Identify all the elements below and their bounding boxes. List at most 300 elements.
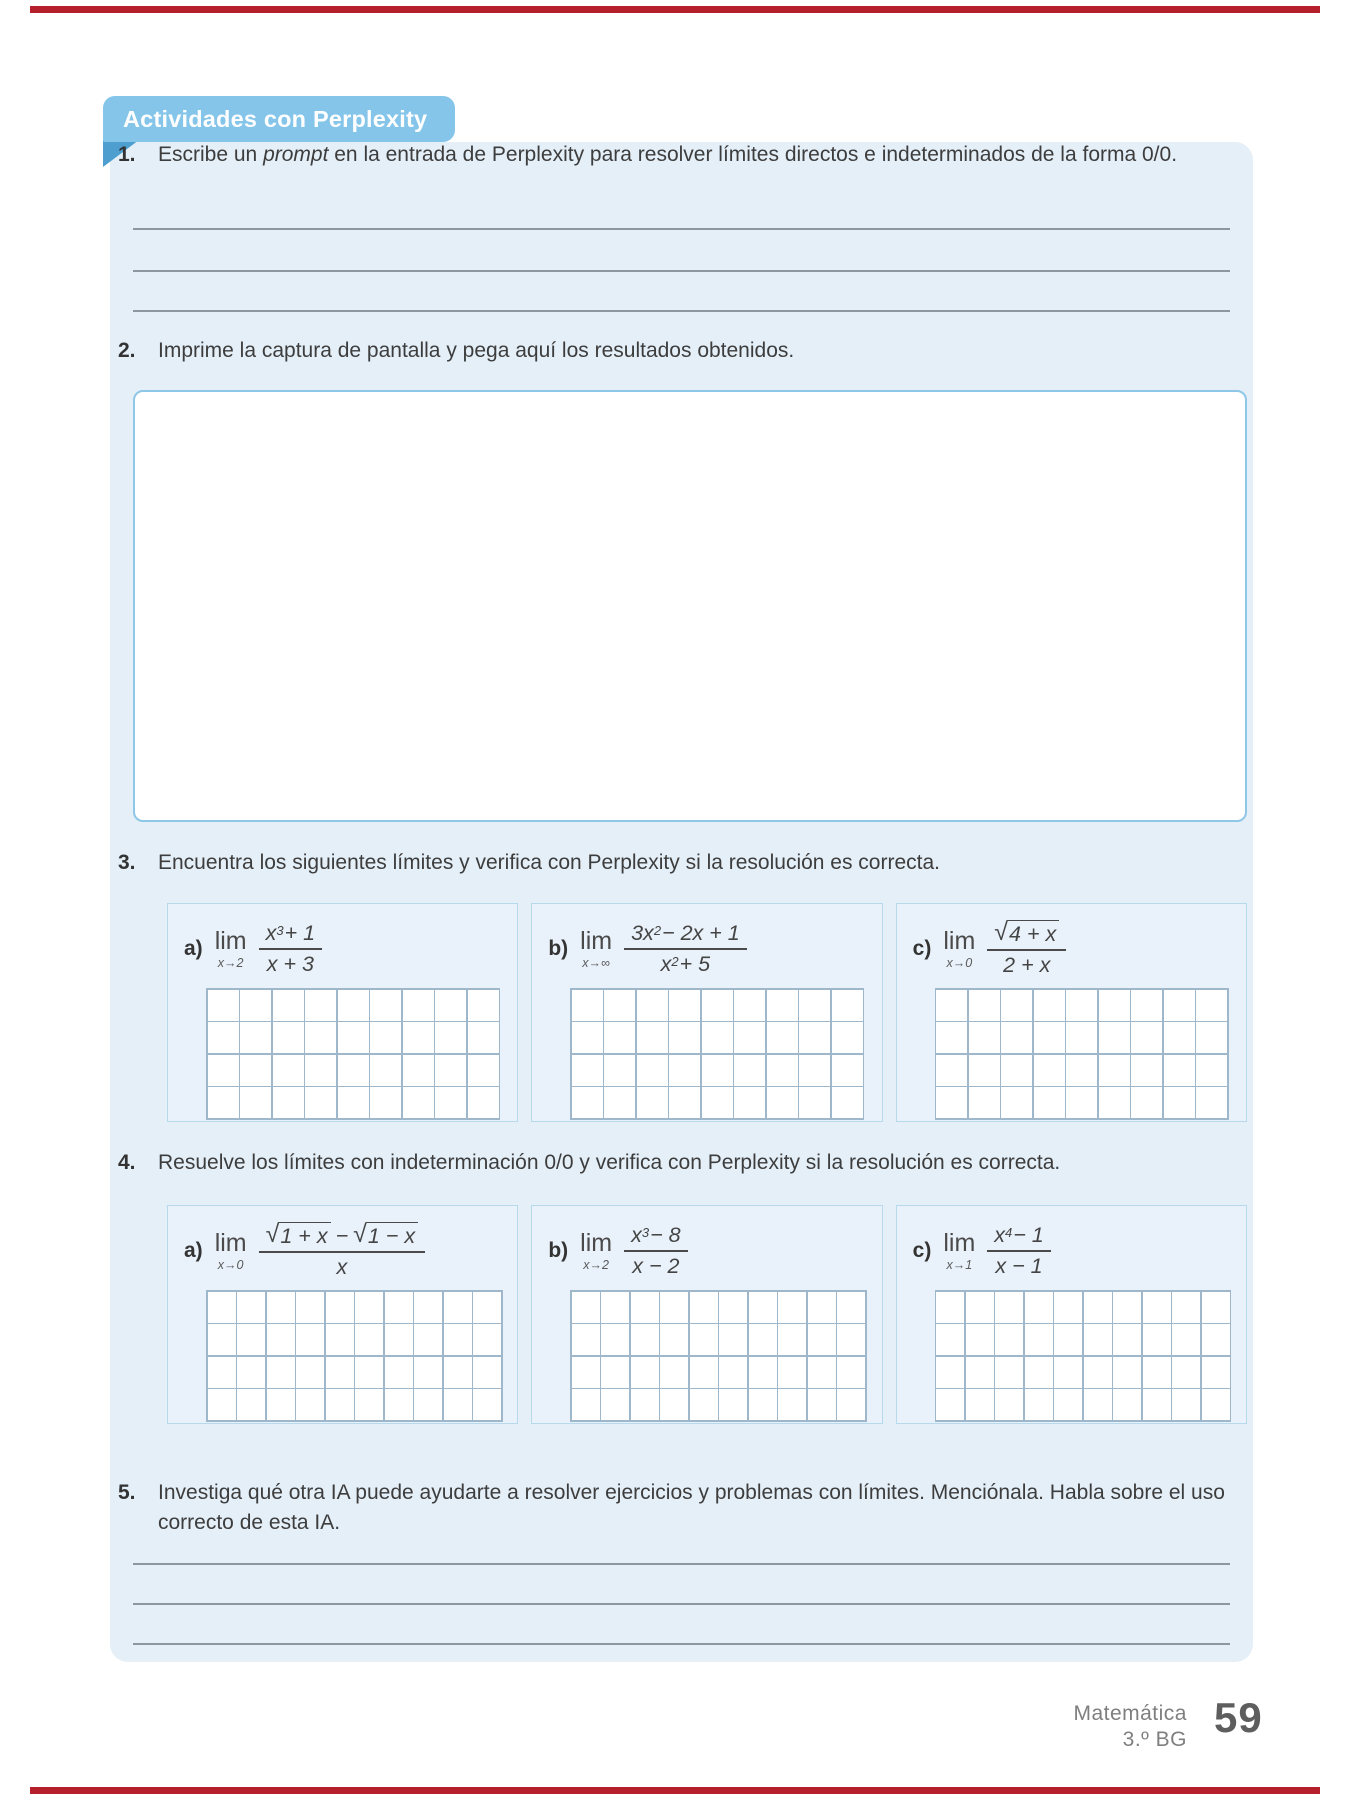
writing-line[interactable] [133, 228, 1230, 230]
answer-cell[interactable] [936, 1292, 964, 1323]
answer-cell[interactable] [237, 1389, 265, 1420]
answer-cell[interactable] [669, 1022, 700, 1053]
answer-cell[interactable] [473, 1389, 501, 1420]
answer-cell[interactable] [1196, 990, 1227, 1021]
radical: √ 4 + x [994, 920, 1059, 947]
answer-cell[interactable] [1113, 1389, 1141, 1420]
activity-1-text-pre: Escribe un [158, 143, 264, 166]
answer-cell[interactable] [808, 1324, 836, 1355]
fraction: √ 4 + x 2 + x [987, 918, 1066, 979]
answer-cell[interactable] [749, 1292, 777, 1323]
answer-cell[interactable] [1143, 1357, 1171, 1388]
footer-book-info [1073, 1701, 1187, 1753]
answer-cell[interactable] [1025, 1357, 1053, 1388]
answer-cell[interactable] [1143, 1324, 1171, 1355]
answer-cell[interactable] [1196, 1022, 1227, 1053]
answer-cell[interactable] [355, 1389, 383, 1420]
answer-cell[interactable] [305, 1055, 336, 1086]
limit-operator: lim x→0 [943, 926, 976, 970]
answer-cell[interactable] [832, 1022, 863, 1053]
answer-cell[interactable] [240, 1022, 271, 1053]
answer-cell[interactable] [240, 1055, 271, 1086]
item-label: b) [548, 1239, 569, 1262]
answer-cell[interactable] [1143, 1389, 1171, 1420]
answer-cell[interactable] [1172, 1292, 1200, 1323]
answer-cell[interactable] [669, 1055, 700, 1086]
answer-cell[interactable] [969, 1022, 1000, 1053]
answer-cell[interactable] [1164, 990, 1195, 1021]
answer-cell[interactable] [326, 1292, 354, 1323]
answer-cell[interactable] [1066, 1022, 1097, 1053]
answer-cell[interactable] [326, 1389, 354, 1420]
answer-cell[interactable] [601, 1357, 629, 1388]
answer-cell[interactable] [414, 1389, 442, 1420]
answer-cell[interactable] [444, 1357, 472, 1388]
answer-cell[interactable] [631, 1292, 659, 1323]
answer-cell[interactable] [444, 1292, 472, 1323]
answer-cell[interactable] [305, 1022, 336, 1053]
answer-cell[interactable] [1099, 1087, 1130, 1118]
activity-5-text: Investiga qué otra IA puede ayudarte a resolver ejercicios y problemas con límites. Menciónala. Habla sobre el uso correcto de esta IA. [158, 1481, 1225, 1534]
minus-operator: − [335, 1224, 349, 1249]
limit-expression-3a [184, 910, 517, 988]
answer-cell[interactable] [1196, 1055, 1227, 1086]
answer-cell[interactable] [734, 1022, 765, 1053]
activity-1-text-italic: prompt [263, 143, 329, 166]
answer-cell[interactable] [837, 1357, 865, 1388]
answer-cell[interactable] [1172, 1389, 1200, 1420]
answer-cell[interactable] [660, 1292, 688, 1323]
answer-cell[interactable] [936, 1022, 967, 1053]
exercise-3c-panel [896, 903, 1247, 1122]
answer-cell[interactable] [267, 1292, 295, 1323]
limit-operator: lim x→0 [214, 1228, 247, 1272]
answer-cell[interactable] [572, 990, 603, 1021]
exercise-3b-panel [531, 903, 882, 1122]
answer-cell[interactable] [370, 1055, 401, 1086]
activities-panel [110, 142, 1253, 1662]
answer-cell[interactable] [1001, 1055, 1032, 1086]
answer-cell[interactable] [296, 1292, 324, 1323]
writing-line[interactable] [133, 270, 1230, 272]
answer-cell[interactable] [799, 1055, 830, 1086]
section-badge [103, 96, 455, 142]
answer-cell[interactable] [1131, 1055, 1162, 1086]
answer-cell[interactable] [799, 1087, 830, 1118]
answer-cell[interactable] [1099, 990, 1130, 1021]
activity-2-text: Imprime la captura de pantalla y pega aquí los resultados obtenidos. [158, 339, 795, 362]
answer-cell[interactable] [1054, 1292, 1082, 1323]
answer-cell[interactable] [604, 990, 635, 1021]
answer-cell[interactable] [572, 1022, 603, 1053]
activity-2 [118, 336, 794, 366]
answer-cell[interactable] [273, 990, 304, 1021]
answer-cell[interactable] [969, 1055, 1000, 1086]
answer-cell[interactable] [273, 1055, 304, 1086]
answer-cell[interactable] [1034, 1055, 1065, 1086]
limit-expression-3c [913, 910, 1246, 988]
fraction: x 3 + 1 x + 3 [259, 919, 322, 978]
answer-cell[interactable] [267, 1357, 295, 1388]
answer-cell[interactable] [403, 990, 434, 1021]
answer-cell[interactable] [305, 1087, 336, 1118]
answer-cell[interactable] [1066, 1055, 1097, 1086]
answer-cell[interactable] [690, 1389, 718, 1420]
answer-cell[interactable] [1202, 1292, 1230, 1323]
answer-cell[interactable] [631, 1357, 659, 1388]
limit-operator: lim x→2 [580, 1228, 613, 1272]
fraction: √ 1 + x − √ 1 − x x [259, 1220, 425, 1281]
answer-cell[interactable] [1034, 1087, 1065, 1118]
screenshot-paste-area[interactable] [133, 390, 1247, 822]
fraction: x 4 − 1 x − 1 [987, 1221, 1050, 1280]
answer-cell[interactable] [338, 1087, 369, 1118]
answer-cell[interactable] [719, 1389, 747, 1420]
answer-cell[interactable] [1066, 990, 1097, 1021]
activity-4-number: 4. [118, 1151, 136, 1174]
limit-operator: lim x→1 [943, 1228, 976, 1272]
fraction: x 3 − 8 x − 2 [624, 1221, 687, 1280]
answer-cell[interactable] [296, 1324, 324, 1355]
answer-cell[interactable] [208, 1087, 239, 1118]
limit-operator: lim x→2 [214, 926, 247, 970]
answer-cell[interactable] [1131, 1022, 1162, 1053]
activity-3-text: Encuentra los siguientes límites y verifica con Perplexity si la resolución es correcta. [158, 851, 941, 874]
footer-grade: 3.º BG [1122, 1728, 1187, 1751]
answer-cell[interactable] [370, 990, 401, 1021]
answer-cell[interactable] [734, 990, 765, 1021]
answer-cell[interactable] [572, 1389, 600, 1420]
answer-cell[interactable] [778, 1357, 806, 1388]
answer-cell[interactable] [837, 1292, 865, 1323]
answer-cell[interactable] [719, 1324, 747, 1355]
answer-cell[interactable] [1025, 1292, 1053, 1323]
exercise-4-row [167, 1205, 1247, 1424]
answer-cell[interactable] [385, 1357, 413, 1388]
answer-grid-4a[interactable] [206, 1290, 503, 1422]
exercise-4a-panel [167, 1205, 518, 1424]
answer-cell[interactable] [601, 1292, 629, 1323]
writing-line[interactable] [133, 1643, 1230, 1645]
answer-cell[interactable] [660, 1357, 688, 1388]
answer-cell[interactable] [719, 1357, 747, 1388]
answer-cell[interactable] [837, 1389, 865, 1420]
answer-cell[interactable] [1164, 1087, 1195, 1118]
answer-cell[interactable] [637, 1022, 668, 1053]
answer-cell[interactable] [444, 1324, 472, 1355]
answer-cell[interactable] [1202, 1389, 1230, 1420]
answer-cell[interactable] [1066, 1087, 1097, 1118]
answer-cell[interactable] [799, 990, 830, 1021]
answer-cell[interactable] [690, 1357, 718, 1388]
answer-cell[interactable] [326, 1357, 354, 1388]
answer-cell[interactable] [1054, 1357, 1082, 1388]
top-red-rule [30, 6, 1320, 13]
answer-grid-3a[interactable] [206, 988, 500, 1120]
answer-cell[interactable] [1143, 1292, 1171, 1323]
answer-cell[interactable] [936, 990, 967, 1021]
answer-cell[interactable] [355, 1324, 383, 1355]
limit-expression-4a [184, 1212, 517, 1290]
answer-cell[interactable] [1202, 1357, 1230, 1388]
answer-cell[interactable] [749, 1389, 777, 1420]
answer-cell[interactable] [267, 1389, 295, 1420]
answer-cell[interactable] [702, 1087, 733, 1118]
answer-cell[interactable] [572, 1087, 603, 1118]
answer-cell[interactable] [326, 1324, 354, 1355]
answer-cell[interactable] [1034, 1022, 1065, 1053]
answer-cell[interactable] [370, 1022, 401, 1053]
exercise-4c-panel [896, 1205, 1247, 1424]
answer-cell[interactable] [690, 1324, 718, 1355]
answer-cell[interactable] [1084, 1292, 1112, 1323]
answer-cell[interactable] [1131, 990, 1162, 1021]
answer-grid-4c[interactable] [935, 1290, 1232, 1422]
answer-cell[interactable] [767, 1022, 798, 1053]
answer-cell[interactable] [966, 1357, 994, 1388]
activity-4-text: Resuelve los límites con indeterminación 0/0 y verifica con Perplexity si la resolución es correcta. [158, 1151, 1061, 1174]
answer-cell[interactable] [702, 1055, 733, 1086]
item-label: c) [912, 1239, 932, 1262]
answer-cell[interactable] [637, 1087, 668, 1118]
answer-cell[interactable] [1025, 1324, 1053, 1355]
answer-grid-3c[interactable] [935, 988, 1229, 1120]
limit-operator: lim x→∞ [580, 926, 613, 970]
answer-cell[interactable] [969, 990, 1000, 1021]
answer-grid-4b[interactable] [570, 1290, 867, 1422]
answer-cell[interactable] [370, 1087, 401, 1118]
item-label: b) [548, 937, 569, 960]
answer-cell[interactable] [1172, 1357, 1200, 1388]
radical-sign: √ [994, 918, 1009, 947]
answer-cell[interactable] [734, 1087, 765, 1118]
answer-cell[interactable] [604, 1022, 635, 1053]
answer-cell[interactable] [808, 1389, 836, 1420]
answer-cell[interactable] [468, 1087, 499, 1118]
answer-cell[interactable] [305, 990, 336, 1021]
answer-cell[interactable] [936, 1055, 967, 1086]
answer-cell[interactable] [690, 1292, 718, 1323]
answer-cell[interactable] [936, 1087, 967, 1118]
activity-2-number: 2. [118, 339, 136, 362]
answer-cell[interactable] [240, 1087, 271, 1118]
answer-cell[interactable] [1084, 1324, 1112, 1355]
answer-cell[interactable] [1001, 1087, 1032, 1118]
page-number: 59 [1214, 1694, 1263, 1741]
answer-cell[interactable] [669, 1087, 700, 1118]
answer-cell[interactable] [601, 1324, 629, 1355]
answer-cell[interactable] [1001, 1022, 1032, 1053]
answer-cell[interactable] [631, 1389, 659, 1420]
answer-cell[interactable] [572, 1324, 600, 1355]
answer-cell[interactable] [637, 990, 668, 1021]
answer-cell[interactable] [767, 1055, 798, 1086]
activity-3-number: 3. [118, 851, 136, 874]
answer-cell[interactable] [237, 1324, 265, 1355]
answer-cell[interactable] [749, 1324, 777, 1355]
limit-expression-4b [548, 1212, 881, 1290]
answer-cell[interactable] [1099, 1055, 1130, 1086]
activity-1 [118, 140, 1177, 170]
answer-cell[interactable] [837, 1324, 865, 1355]
fraction: 3x 2 − 2x + 1 x 2 + 5 [624, 919, 747, 978]
answer-cell[interactable] [660, 1389, 688, 1420]
activity-1-text [158, 140, 1177, 170]
answer-cell[interactable] [468, 990, 499, 1021]
answer-cell[interactable] [936, 1357, 964, 1388]
answer-cell[interactable] [604, 1087, 635, 1118]
answer-cell[interactable] [719, 1292, 747, 1323]
answer-cell[interactable] [702, 990, 733, 1021]
answer-grid-3b[interactable] [570, 988, 864, 1120]
answer-cell[interactable] [208, 1022, 239, 1053]
writing-line[interactable] [133, 310, 1230, 312]
writing-line[interactable] [133, 1563, 1230, 1565]
answer-cell[interactable] [338, 990, 369, 1021]
answer-cell[interactable] [473, 1357, 501, 1388]
answer-cell[interactable] [572, 1292, 600, 1323]
activity-5-number: 5. [118, 1481, 136, 1504]
answer-cell[interactable] [767, 990, 798, 1021]
answer-cell[interactable] [435, 1087, 466, 1118]
answer-cell[interactable] [631, 1324, 659, 1355]
answer-cell[interactable] [936, 1324, 964, 1355]
answer-cell[interactable] [966, 1324, 994, 1355]
answer-cell[interactable] [473, 1324, 501, 1355]
bottom-red-rule [30, 1787, 1320, 1794]
answer-cell[interactable] [832, 1055, 863, 1086]
answer-cell[interactable] [995, 1357, 1023, 1388]
answer-cell[interactable] [403, 1055, 434, 1086]
answer-cell[interactable] [669, 990, 700, 1021]
radical-sign: √ [353, 1220, 367, 1249]
answer-cell[interactable] [296, 1389, 324, 1420]
answer-cell[interactable] [473, 1292, 501, 1323]
answer-cell[interactable] [385, 1389, 413, 1420]
answer-cell[interactable] [403, 1087, 434, 1118]
answer-cell[interactable] [749, 1357, 777, 1388]
answer-cell[interactable] [808, 1292, 836, 1323]
answer-cell[interactable] [936, 1389, 964, 1420]
answer-cell[interactable] [1001, 990, 1032, 1021]
answer-cell[interactable] [414, 1292, 442, 1323]
answer-cell[interactable] [273, 1022, 304, 1053]
answer-cell[interactable] [267, 1324, 295, 1355]
answer-cell[interactable] [208, 1055, 239, 1086]
answer-cell[interactable] [208, 1324, 236, 1355]
activity-1-text-post: en la entrada de Perplexity para resolver límites directos e indeterminados de la forma 0/0. [328, 143, 1178, 166]
answer-cell[interactable] [832, 990, 863, 1021]
writing-line[interactable] [133, 1603, 1230, 1605]
activity-4 [118, 1148, 1060, 1178]
answer-cell[interactable] [778, 1389, 806, 1420]
limit-expression-3b [548, 910, 881, 988]
answer-cell[interactable] [604, 1055, 635, 1086]
answer-cell[interactable] [444, 1389, 472, 1420]
answer-cell[interactable] [1131, 1087, 1162, 1118]
answer-cell[interactable] [237, 1292, 265, 1323]
section-badge-label: Actividades con Perplexity [123, 105, 428, 132]
answer-cell[interactable] [1054, 1324, 1082, 1355]
answer-cell[interactable] [355, 1357, 383, 1388]
answer-cell[interactable] [969, 1087, 1000, 1118]
radical: √ 1 − x [353, 1222, 418, 1249]
item-label: a) [184, 937, 203, 960]
answer-cell[interactable] [273, 1087, 304, 1118]
limit-expression-4c [913, 1212, 1246, 1290]
answer-cell[interactable] [572, 1357, 600, 1388]
answer-cell[interactable] [808, 1357, 836, 1388]
answer-cell[interactable] [1113, 1324, 1141, 1355]
answer-cell[interactable] [1164, 1055, 1195, 1086]
answer-cell[interactable] [468, 1055, 499, 1086]
answer-cell[interactable] [966, 1292, 994, 1323]
answer-cell[interactable] [1099, 1022, 1130, 1053]
answer-cell[interactable] [237, 1357, 265, 1388]
answer-cell[interactable] [995, 1324, 1023, 1355]
answer-cell[interactable] [572, 1055, 603, 1086]
answer-cell[interactable] [338, 1055, 369, 1086]
answer-cell[interactable] [355, 1292, 383, 1323]
answer-cell[interactable] [637, 1055, 668, 1086]
answer-cell[interactable] [799, 1022, 830, 1053]
exercise-3-row [167, 903, 1247, 1122]
answer-cell[interactable] [435, 990, 466, 1021]
answer-cell[interactable] [1196, 1087, 1227, 1118]
answer-cell[interactable] [767, 1087, 798, 1118]
answer-cell[interactable] [702, 1022, 733, 1053]
answer-cell[interactable] [1034, 990, 1065, 1021]
radical-sign: √ [265, 1220, 280, 1249]
answer-cell[interactable] [1084, 1389, 1112, 1420]
answer-cell[interactable] [240, 990, 271, 1021]
answer-cell[interactable] [338, 1022, 369, 1053]
answer-cell[interactable] [385, 1292, 413, 1323]
answer-cell[interactable] [208, 990, 239, 1021]
answer-cell[interactable] [296, 1357, 324, 1388]
answer-cell[interactable] [995, 1389, 1023, 1420]
answer-cell[interactable] [435, 1055, 466, 1086]
answer-cell[interactable] [1113, 1357, 1141, 1388]
exercise-4b-panel [531, 1205, 882, 1424]
answer-cell[interactable] [414, 1357, 442, 1388]
answer-cell[interactable] [414, 1324, 442, 1355]
answer-cell[interactable] [208, 1357, 236, 1388]
answer-cell[interactable] [1202, 1324, 1230, 1355]
answer-cell[interactable] [1113, 1292, 1141, 1323]
answer-cell[interactable] [1172, 1324, 1200, 1355]
answer-cell[interactable] [601, 1389, 629, 1420]
answer-cell[interactable] [778, 1324, 806, 1355]
answer-cell[interactable] [832, 1087, 863, 1118]
answer-cell[interactable] [208, 1389, 236, 1420]
answer-cell[interactable] [995, 1292, 1023, 1323]
answer-cell[interactable] [435, 1022, 466, 1053]
item-label: a) [184, 1239, 203, 1262]
answer-cell[interactable] [660, 1324, 688, 1355]
answer-cell[interactable] [1164, 1022, 1195, 1053]
answer-cell[interactable] [1025, 1389, 1053, 1420]
answer-cell[interactable] [734, 1055, 765, 1086]
answer-cell[interactable] [1084, 1357, 1112, 1388]
answer-cell[interactable] [468, 1022, 499, 1053]
answer-cell[interactable] [966, 1389, 994, 1420]
answer-cell[interactable] [208, 1292, 236, 1323]
answer-cell[interactable] [403, 1022, 434, 1053]
answer-cell[interactable] [1054, 1389, 1082, 1420]
answer-cell[interactable] [778, 1292, 806, 1323]
answer-cell[interactable] [385, 1324, 413, 1355]
